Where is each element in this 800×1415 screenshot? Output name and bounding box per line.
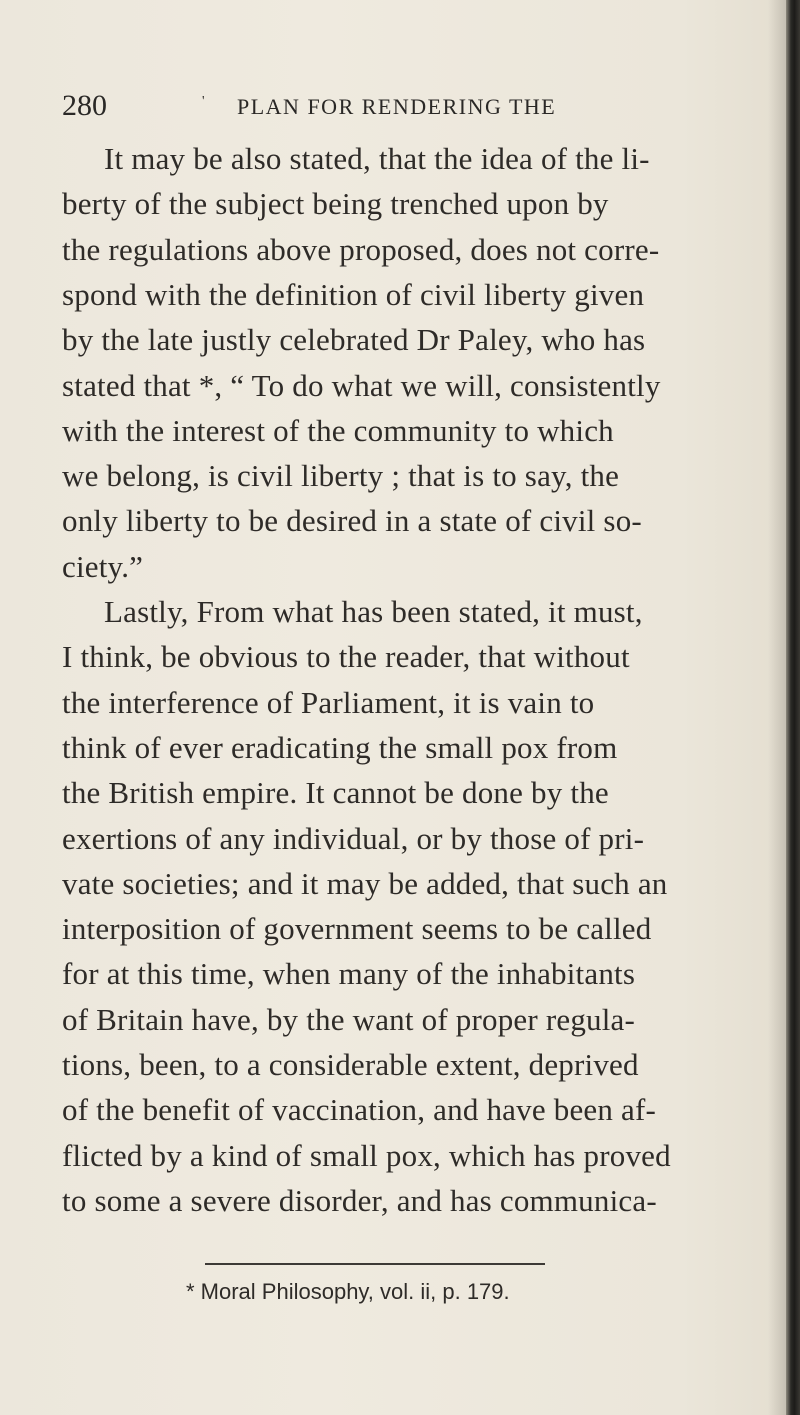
page-number: 280 (62, 89, 107, 122)
header-mark: ' (202, 94, 205, 109)
text-line: only liberty to be desired in a state of civil so- (62, 503, 642, 539)
text-line: the British empire. It cannot be done by the (62, 775, 609, 811)
text-line: stated that *, “ To do what we will, consistently (62, 367, 661, 403)
text-line: berty of the subject being trenched upon by (62, 186, 609, 222)
text-line: for at this time, when many of the inhabitants (62, 956, 636, 992)
text-line: we belong, is civil liberty ; that is to say, the (62, 458, 620, 494)
footnote: * Moral Philosophy, vol. ii, p. 179. (186, 1279, 510, 1304)
text-line: of Britain have, by the want of proper regula- (62, 1001, 636, 1037)
text-line: interposition of government seems to be called (62, 911, 652, 947)
text-line: tions, been, to a considerable extent, deprived (62, 1047, 639, 1082)
text-line: It may be also stated, that the idea of the li- (104, 141, 650, 176)
text-line: ciety.” (62, 548, 144, 584)
text-line: vate societies; and it may be added, that such an (62, 865, 668, 901)
text-line: spond with the definition of civil liberty given (62, 276, 645, 312)
running-head: PLAN FOR RENDERING THE (237, 94, 557, 119)
text-line: the regulations above proposed, does not corre- (62, 231, 660, 267)
text-line: Lastly, From what has been stated, it must, (104, 594, 643, 629)
text-line: flicted by a kind of small pox, which has proved (62, 1137, 671, 1173)
text-line: by the late justly celebrated Dr Paley, who has (62, 322, 646, 358)
text-line: of the benefit of vaccination, and have been af- (62, 1092, 657, 1128)
text-line: I think, be obvious to the reader, that without (62, 639, 630, 675)
footnote-rule (205, 1263, 545, 1265)
text-line: think of ever eradicating the small pox from (62, 729, 618, 765)
text-line: with the interest of the community to which (62, 412, 614, 448)
text-line: exertions of any individual, or by those of pri- (62, 820, 645, 856)
text-line: to some a severe disorder, and has communica- (62, 1182, 657, 1218)
text-line: the interference of Parliament, it is vain to (62, 684, 595, 720)
